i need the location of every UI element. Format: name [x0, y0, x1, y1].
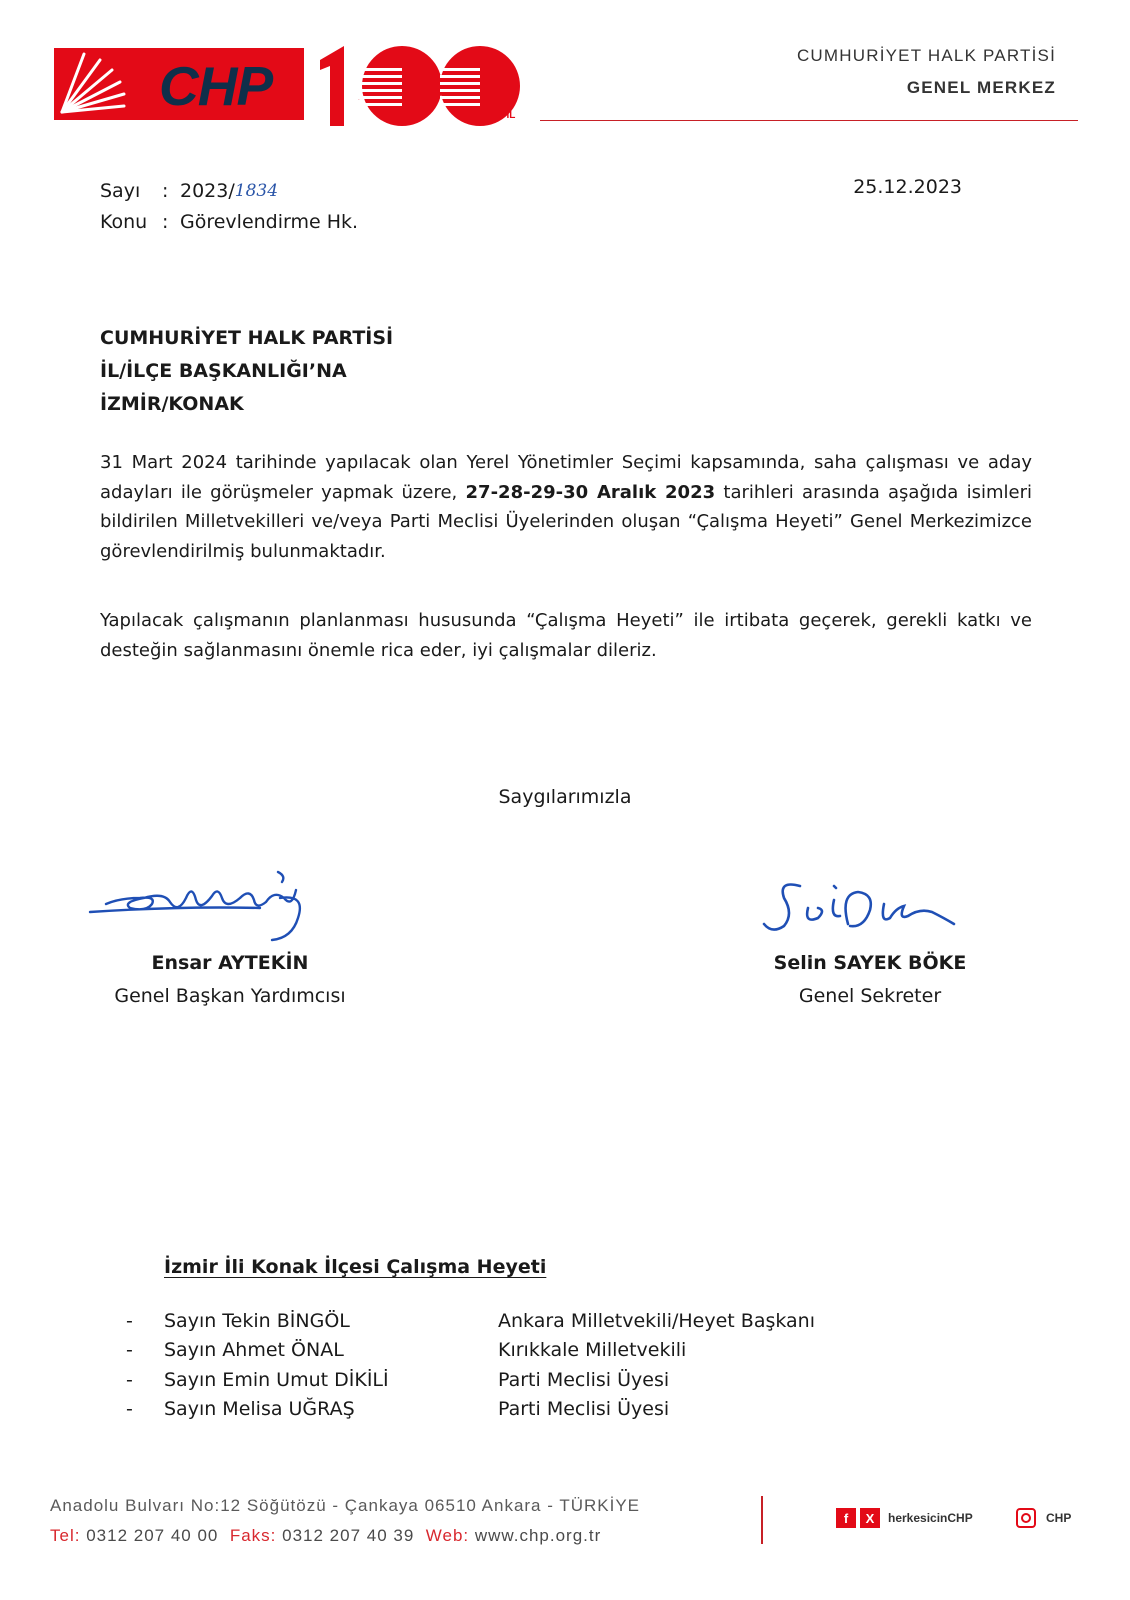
signature-sayek-boke	[700, 868, 1040, 946]
signature-block-left	[60, 868, 400, 1012]
web-label: Web:	[425, 1526, 470, 1545]
paragraph-text: 31 Mart 2024 tarihinde yapılacak olan Yerel Yönetimler Seçimi kapsamında, saha çalışması ve aday adayları ile görüşmeler yapmak üzere,	[100, 452, 1032, 503]
konu-value: Görevlendirme Hk.	[180, 211, 359, 233]
member-role: Parti Meclisi Üyesi	[498, 1368, 670, 1391]
signatory-title: Genel Başkan Yardımcısı	[114, 985, 346, 1007]
colon: :	[162, 180, 169, 202]
list-dash: -	[126, 1368, 133, 1391]
instagram-handle[interactable]: CHP	[1046, 1511, 1072, 1525]
web-link[interactable]: www.chp.org.tr	[474, 1526, 602, 1545]
chp-logo	[54, 48, 304, 120]
konu-row	[100, 207, 358, 238]
addressee-line: CUMHURİYET HALK PARTİSİ	[100, 327, 394, 349]
member-role: Parti Meclisi Üyesi	[498, 1398, 670, 1421]
member-name: Sayın Emin Umut DİKİLİ	[164, 1368, 389, 1391]
colon: :	[162, 211, 169, 233]
addressee-block	[100, 322, 393, 421]
sayi-value: 2023/	[180, 180, 235, 202]
x-icon[interactable]: X	[860, 1508, 880, 1528]
list-dash: -	[126, 1339, 133, 1362]
yil-suffix: .YIL	[497, 110, 516, 121]
document-date: 25.12.2023	[853, 176, 962, 198]
document-meta	[100, 176, 358, 238]
tel-label: Tel:	[50, 1526, 81, 1545]
closing-salutation: Saygılarımızla	[498, 786, 632, 808]
organization-name: CUMHURİYET HALK PARTİSİ	[796, 46, 1056, 65]
body-paragraph-1	[100, 448, 1032, 566]
body-paragraph-2: Yapılacak çalışmanın planlanması hususunda “Çalışma Heyeti” ile irtibata geçerek, gerekli katkı ve desteğin sağlanmasını önemle rica eder, iyi çalışmalar dileriz.	[100, 610, 1032, 661]
member-role: Ankara Milletvekili/Heyet Başkanı	[498, 1309, 815, 1332]
instagram-icon[interactable]	[1016, 1508, 1036, 1528]
member-name: Sayın Tekin BİNGÖL	[164, 1309, 350, 1332]
member-name: Sayın Melisa UĞRAŞ	[164, 1398, 355, 1421]
social-links	[836, 1508, 973, 1528]
konu-label: Konu	[100, 211, 148, 233]
signatory-name: Selin SAYEK BÖKE	[773, 952, 967, 974]
chp-logo-text: CHP	[159, 55, 273, 117]
heyet-member-row	[126, 1365, 918, 1395]
chp-rays-icon	[54, 48, 134, 120]
signatory-title: Genel Sekreter	[798, 985, 942, 1007]
sayi-label: Sayı	[100, 180, 141, 202]
member-name: Sayın Ahmet ÖNAL	[164, 1339, 344, 1362]
sayi-handwritten-number: 1834	[234, 181, 279, 201]
fax-label: Faks:	[229, 1526, 277, 1545]
signature-block-right	[700, 868, 1040, 1012]
svg-text:100: 100	[358, 100, 360, 101]
date-range: 27-28-29-30 Aralık 2023	[465, 481, 716, 503]
addressee-line: İZMİR/KONAK	[100, 393, 244, 415]
heyet-member-row	[126, 1336, 918, 1366]
facebook-icon[interactable]: f	[836, 1508, 856, 1528]
addressee-line: İL/İLÇE BAŞKANLIĞI’NA	[100, 360, 347, 382]
paragraph-text: tarihleri arasında aşağıda isimleri bildirilen Milletvekilleri ve/veya Parti Meclisi Üyelerinden oluşan “Çalışma Heyeti” Genel Merkezimizce görevlendirilmiş bulunmaktadır.	[100, 481, 1032, 562]
sayi-row	[100, 176, 358, 207]
tel-value: 0312 207 40 00	[86, 1526, 219, 1545]
social-handle[interactable]: herkesicinCHP	[888, 1511, 973, 1525]
footer-divider	[761, 1496, 763, 1544]
member-role: Kırıkkale Milletvekili	[498, 1339, 687, 1362]
list-dash: -	[126, 1398, 133, 1421]
list-dash: -	[126, 1309, 133, 1332]
footer-contact	[50, 1526, 601, 1546]
footer-address: Anadolu Bulvarı No:12 Söğütözü - Çankaya 06510 Ankara - TÜRKİYE	[50, 1496, 640, 1515]
heyet-title: İzmir İli Konak İlçesi Çalışma Heyeti	[164, 1256, 547, 1278]
signatory-name: Ensar AYTEKİN	[151, 952, 309, 974]
heyet-member-row	[126, 1306, 918, 1336]
heyet-member-row	[126, 1395, 918, 1425]
signature-aytekin	[60, 868, 400, 946]
header-rule	[540, 120, 1078, 121]
instagram-link	[1016, 1508, 1071, 1528]
heyet-list	[126, 1306, 918, 1424]
fax-value: 0312 207 40 39	[282, 1526, 415, 1545]
organization-subtitle: GENEL MERKEZ	[906, 78, 1056, 97]
